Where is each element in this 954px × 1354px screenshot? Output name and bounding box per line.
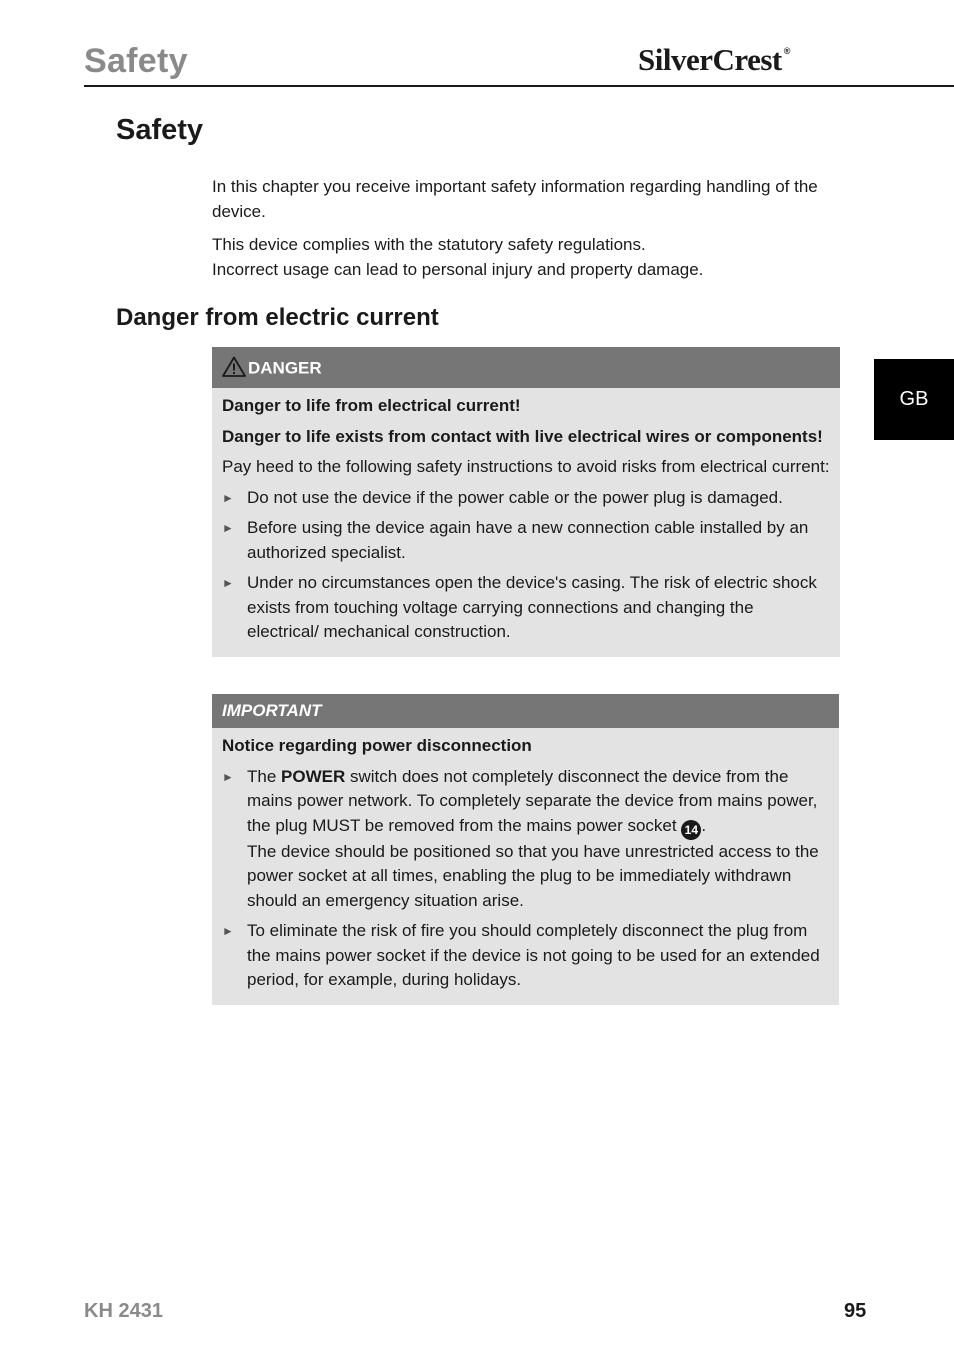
bullet-arrow-icon: ► xyxy=(222,490,234,505)
intro-paragraph: This device complies with the statutory safety regulations. xyxy=(212,235,646,254)
brand-logo xyxy=(638,42,790,78)
footer-model: KH 2431 xyxy=(84,1300,163,1322)
important-box-body xyxy=(212,728,839,1005)
power-switch-label: POWER xyxy=(281,766,346,786)
important-label: IMPORTANT xyxy=(222,701,322,720)
header-divider xyxy=(84,85,954,87)
important-box-header xyxy=(212,694,839,728)
danger-box xyxy=(212,347,840,657)
danger-list xyxy=(222,486,830,645)
running-header-title: Safety xyxy=(84,42,188,80)
list-item xyxy=(222,486,830,511)
bullet-arrow-icon: ► xyxy=(222,769,234,784)
important-heading: Notice regarding power disconnection xyxy=(222,736,532,755)
text-run: The xyxy=(247,766,282,786)
danger-label: DANGER xyxy=(248,358,322,378)
intro-text xyxy=(212,175,852,291)
intro-paragraph: Incorrect usage can lead to personal injury and property damage. xyxy=(212,259,704,279)
text-run: . xyxy=(701,815,707,835)
language-tab: GB xyxy=(874,359,954,440)
text-run: switch does not completely disconnect the device from the mains power network. To completely separate the device from mains power, the plug MUST be removed from the mains power socket xyxy=(247,766,818,835)
important-box xyxy=(212,694,839,1005)
danger-box-body xyxy=(212,388,840,657)
danger-heading: Danger to life from electrical current! xyxy=(222,396,521,415)
list-item xyxy=(222,571,830,645)
footer-page-number: 95 xyxy=(844,1300,867,1322)
warning-triangle-icon xyxy=(222,356,246,382)
danger-lead: Pay heed to the following safety instructions to avoid risks from electrical current: xyxy=(222,457,830,476)
danger-heading: Danger to life exists from contact with live electrical wires or components! xyxy=(222,426,823,446)
list-item xyxy=(222,765,829,914)
list-item-text: To eliminate the risk of fire you should completely disconnect the plug from the mains power socket if the device is not going to be used for an extended period, for example, during holidays. xyxy=(247,921,820,989)
list-item-text: Under no circumstances open the device's casing. The risk of electric shock exists from touching voltage carrying connections and changing the electrical/ mechanical construction. xyxy=(247,573,817,641)
section-title: Safety xyxy=(116,114,204,146)
list-item xyxy=(222,919,829,993)
socket-reference-badge: 14 xyxy=(681,820,701,840)
brand-name: SilverCrest xyxy=(638,42,782,77)
important-list xyxy=(222,765,829,993)
bullet-arrow-icon: ► xyxy=(222,521,234,535)
subsection-title: Danger from electric current xyxy=(116,304,439,331)
intro-paragraph: In this chapter you receive important safety information regarding handling of the device. xyxy=(212,177,818,221)
list-item xyxy=(222,516,830,565)
danger-box-header xyxy=(212,347,840,388)
bullet-arrow-icon: ► xyxy=(222,924,234,938)
text-run: The device should be positioned so that you have unrestricted access to the power socket at all times, enabling the plug to be immediately withdrawn should an emergency situation arise. xyxy=(247,841,819,910)
list-item-text: Before using the device again have a new connection cable installed by an authorized specialist. xyxy=(247,518,809,562)
list-item-text: Do not use the device if the power cable or the power plug is damaged. xyxy=(247,487,783,507)
registered-mark: ® xyxy=(783,46,790,56)
bullet-arrow-icon: ► xyxy=(222,576,234,590)
